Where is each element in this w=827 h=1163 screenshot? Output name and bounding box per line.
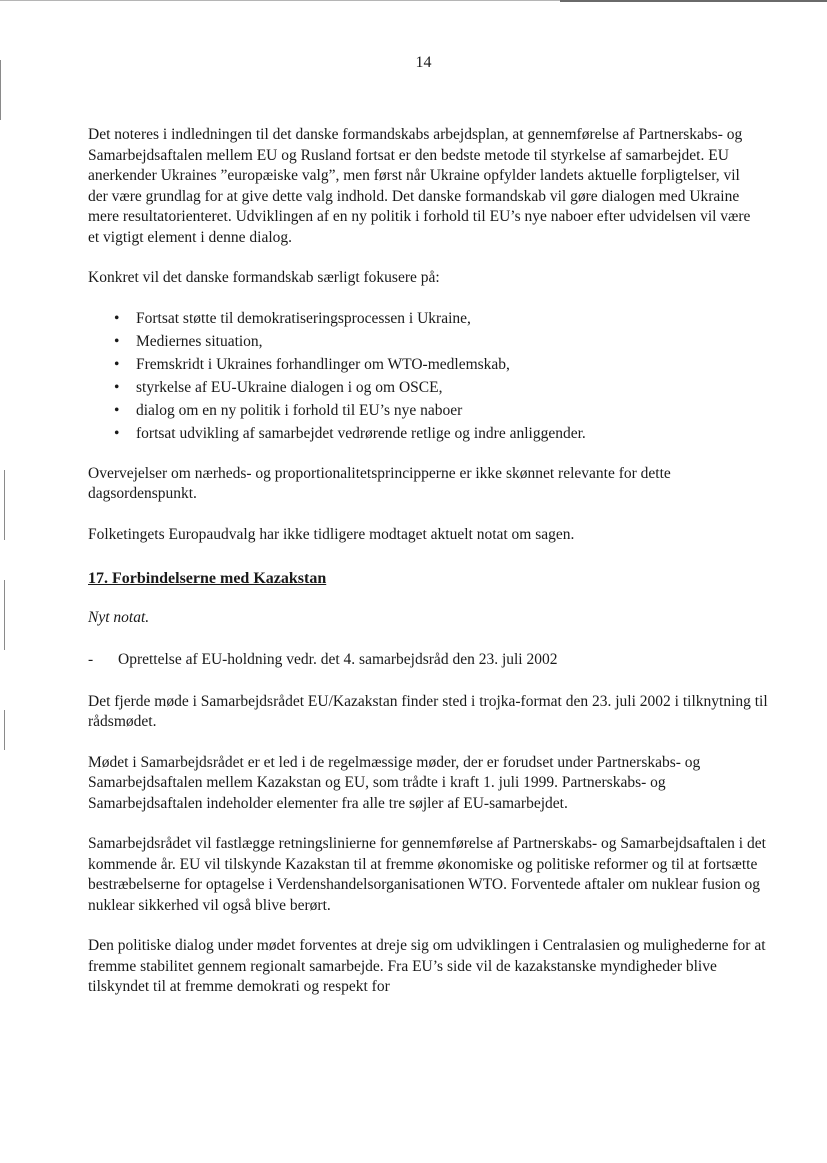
list-item (114, 376, 760, 399)
list-item-text: Mediernes situation, (136, 332, 263, 350)
section-paragraph-2: Mødet i Samarbejdsrådet er et led i de regelmæssige møder, der er forudset under Partnerskabs- og Samarbejdsaftalen mellem Kazakstan og EU, som trådte i kraft 1. juli 1999. Partnerskabs- og Samarbejdsaftalen indeholder elementer fra alle tre søjler af EU-samarbejdet. (88, 753, 701, 812)
prior-note-paragraph: Folketingets Europaudvalg har ikke tidligere modtaget aktuelt notat om sagen. (88, 525, 575, 543)
scan-margin-mark (4, 580, 5, 650)
list-item-text: fortsat udvikling af samarbejdet vedrørende retlige og indre anliggender. (136, 424, 586, 442)
dash-list-item (88, 650, 760, 671)
dash-item-text: Oprettelse af EU-holdning vedr. det 4. samarbejdsråd den 23. juli 2002 (118, 651, 558, 668)
list-item-text: styrkelse af EU-Ukraine dialogen i og om OSCE, (136, 378, 443, 396)
list-item (114, 330, 760, 353)
focus-bullet-list (114, 307, 760, 445)
list-item-text: Fremskridt i Ukraines forhandlinger om WTO-medlemskab, (136, 355, 510, 373)
intro-paragraph: Det noteres i indledningen til det danske formandskabs arbejdsplan, at gennemførelse af Partnerskabs- og Samarbejdsaftalen mellem EU og Rusland fortsat er den bedste metode til styrkelse af samarbejdet. EU anerkender Ukraines ”europæiske valg”, men først når Ukraine opfylder landets aktuelle forpligtelser, vil der være grundlag for at give dette valg indhold. Det danske formandskab vil gøre dialogen med Ukraine mere resultatorienteret. Udviklingen af en ny politik i forhold til EU’s nye naboer efter udvidelsen vil være et vigtigt element i denne dialog. (88, 126, 751, 246)
list-item (114, 307, 760, 330)
bullet-icon: • (114, 332, 120, 350)
list-item (114, 422, 760, 445)
section-heading: 17. Forbindelserne med Kazakstan (88, 570, 327, 587)
section-paragraph-4: Den politiske dialog under mødet forventes at dreje sig om udviklingen i Centralasien og mulighederne for at fremme stabilitet gennem regionalt samarbejde. Fra EU’s side vil de kazakstanske myndigheder blive tilskyndet til at fremme demokrati og respekt for (88, 937, 766, 995)
scan-margin-mark (4, 470, 5, 540)
list-item-text: dialog om en ny politik i forhold til EU’s nye naboer (136, 401, 463, 419)
scan-margin-mark (4, 710, 5, 750)
subsidiarity-paragraph: Overvejelser om nærheds- og proportionalitetsprincipperne er ikke skønnet relevante for dette dagsordenspunkt. (88, 464, 671, 502)
list-item-text: Fortsat støtte til demokratiseringsprocessen i Ukraine, (136, 309, 471, 327)
bullet-icon: • (114, 309, 120, 327)
page-number: 14 (415, 54, 432, 71)
bullet-icon: • (114, 378, 120, 396)
dash-icon: - (88, 651, 94, 668)
bullet-icon: • (114, 355, 120, 373)
section-paragraph-3: Samarbejdsrådet vil fastlægge retningslinierne for gennemførelse af Partnerskabs- og Samarbejdsaftalen i det kommende år. EU vil tilskynde Kazakstan til at fremme økonomiske og politiske reformer og til at fortsætte bestræbelserne for optagelse i Verdenshandelsorganisationen WTO. Forventede aftaler om nuklear fusion og nuklear sikkerhed vil også blive berørt. (88, 835, 766, 914)
section-paragraph-1: Det fjerde møde i Samarbejdsrådet EU/Kazakstan finder sted i trojka-format den 23. juli 2002 i tilknytning til rådsmødet. (88, 692, 768, 730)
document-body (88, 125, 768, 1018)
focus-intro-paragraph: Konkret vil det danske formandskab særligt fokusere på: (88, 269, 440, 286)
bullet-icon: • (114, 424, 120, 442)
list-item (114, 399, 760, 422)
scan-top-rule-dark (560, 0, 827, 2)
bullet-icon: • (114, 401, 120, 419)
list-item (114, 353, 760, 376)
section-note: Nyt notat. (88, 608, 150, 626)
